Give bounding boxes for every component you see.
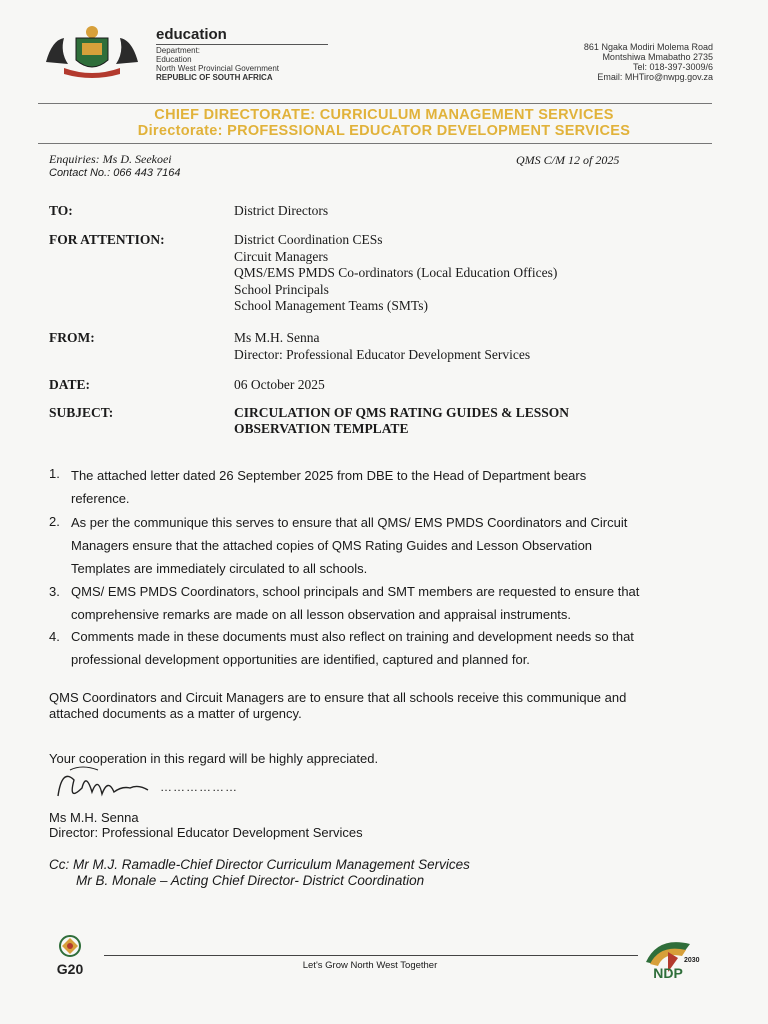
attention-item: Circuit Managers	[234, 248, 329, 264]
ndp-year: 2030	[684, 957, 700, 964]
coat-of-arms-logo	[38, 22, 146, 82]
attention-item: QMS/EMS PMDS Co-ordinators (Local Education Offices)	[234, 265, 558, 280]
ndp-label: NDP	[653, 965, 683, 981]
item-line: The attached letter dated 26 September 2025 from DBE to the Head of Department bears	[71, 468, 587, 483]
title-rule	[156, 44, 328, 45]
banner-top-rule	[38, 103, 712, 104]
contact-address	[584, 42, 713, 82]
department-title: education	[156, 26, 227, 43]
subject-value	[234, 405, 569, 437]
g20-label: G20	[56, 961, 84, 977]
from-title: Director: Professional Educator Development Services	[234, 346, 531, 362]
dept-line: Education	[156, 55, 192, 64]
signatory-name: Ms M.H. Senna	[49, 810, 139, 825]
enquiries-line: Enquiries: Ms D. Seekoei	[49, 152, 172, 166]
g20-logo	[46, 932, 94, 982]
dept-line: North West Provincial Government	[156, 64, 280, 73]
cc-line: Cc: Mr M.J. Ramadle-Chief Director Curriculum Management Services	[49, 857, 470, 872]
from-name: Ms M.H. Senna	[234, 330, 320, 345]
item-line: As per the communique this serves to ensure that all QMS/ EMS PMDS Coordinators and Circuit	[71, 515, 628, 530]
item-line: QMS/ EMS PMDS Coordinators, school principals and SMT members are requested to ensure that	[71, 584, 640, 599]
address-line: Tel: 018-397-3009/6	[632, 62, 713, 72]
item-number: 4.	[49, 629, 60, 644]
footer-slogan: Let's Grow North West Together	[302, 960, 438, 971]
attention-label: FOR ATTENTION:	[49, 232, 165, 247]
republic-line: REPUBLIC OF SOUTH AFRICA	[156, 73, 273, 82]
subject-line: CIRCULATION OF QMS RATING GUIDES & LESSON	[234, 405, 570, 420]
ndp-logo	[638, 932, 702, 982]
closing-paragraph	[49, 690, 709, 722]
list-item	[71, 625, 711, 671]
date-label: DATE:	[49, 377, 91, 392]
handwritten-signature	[52, 758, 162, 814]
address-line: 861 Ngaka Modiri Molema Road	[583, 42, 713, 52]
item-line: Templates are immediately circulated to all schools.	[71, 561, 368, 576]
item-line: comprehensive remarks are made on all lesson observation and appraisal instruments.	[71, 607, 572, 622]
list-item	[71, 511, 711, 580]
item-line: reference.	[71, 491, 130, 506]
item-number: 2.	[49, 514, 60, 529]
list-item	[71, 464, 711, 510]
address-line: Montshiwa Mmabatho 2735	[602, 52, 713, 62]
to-value: District Directors	[234, 203, 329, 218]
to-label: TO:	[49, 203, 73, 218]
item-number: 1.	[49, 466, 60, 481]
chief-directorate-heading: CHIEF DIRECTORATE: CURRICULUM MANAGEMENT SERVICES	[154, 107, 614, 123]
list-item	[71, 580, 711, 626]
attention-list	[234, 232, 557, 315]
cc-line: Mr B. Monale – Acting Chief Director- District Coordination	[76, 873, 425, 888]
cooperation-line: Your cooperation in this regard will be highly appreciated.	[49, 751, 379, 766]
from-block	[234, 330, 530, 363]
reference-number: QMS C/M 12 of 2025	[516, 153, 620, 167]
date-value: 06 October 2025	[234, 377, 325, 392]
attention-item: District Coordination CESs	[234, 232, 383, 247]
directorate-heading: Directorate: PROFESSIONAL EDUCATOR DEVELOPMENT SERVICES	[137, 123, 631, 139]
item-line: Managers ensure that the attached copies of QMS Rating Guides and Lesson Observation	[71, 538, 593, 553]
closing-line: attached documents as a matter of urgency.	[49, 706, 302, 721]
item-number: 3.	[49, 584, 60, 599]
signatory-title: Director: Professional Educator Development Services	[49, 825, 363, 840]
department-details	[156, 46, 279, 82]
item-line: Comments made in these documents must also reflect on training and development needs so that	[71, 629, 634, 644]
contact-number: Contact No.: 066 443 7164	[49, 167, 181, 179]
subject-label: SUBJECT:	[49, 405, 114, 420]
address-line: Email: MHTiro@nwpg.gov.za	[597, 72, 713, 82]
subject-line: OBSERVATION TEMPLATE	[234, 421, 409, 436]
banner-bottom-rule	[38, 143, 712, 144]
dept-line: Department:	[156, 46, 201, 55]
from-label: FROM:	[49, 330, 95, 345]
closing-line: QMS Coordinators and Circuit Managers are to ensure that all schools receive this communique and	[49, 690, 627, 705]
footer-rule	[104, 955, 638, 956]
attention-item: School Management Teams (SMTs)	[234, 298, 428, 313]
signature-dots: ………………	[160, 780, 238, 794]
item-line: professional development opportunities are identified, captured and planned for.	[71, 652, 530, 667]
attention-item: School Principals	[234, 281, 329, 297]
